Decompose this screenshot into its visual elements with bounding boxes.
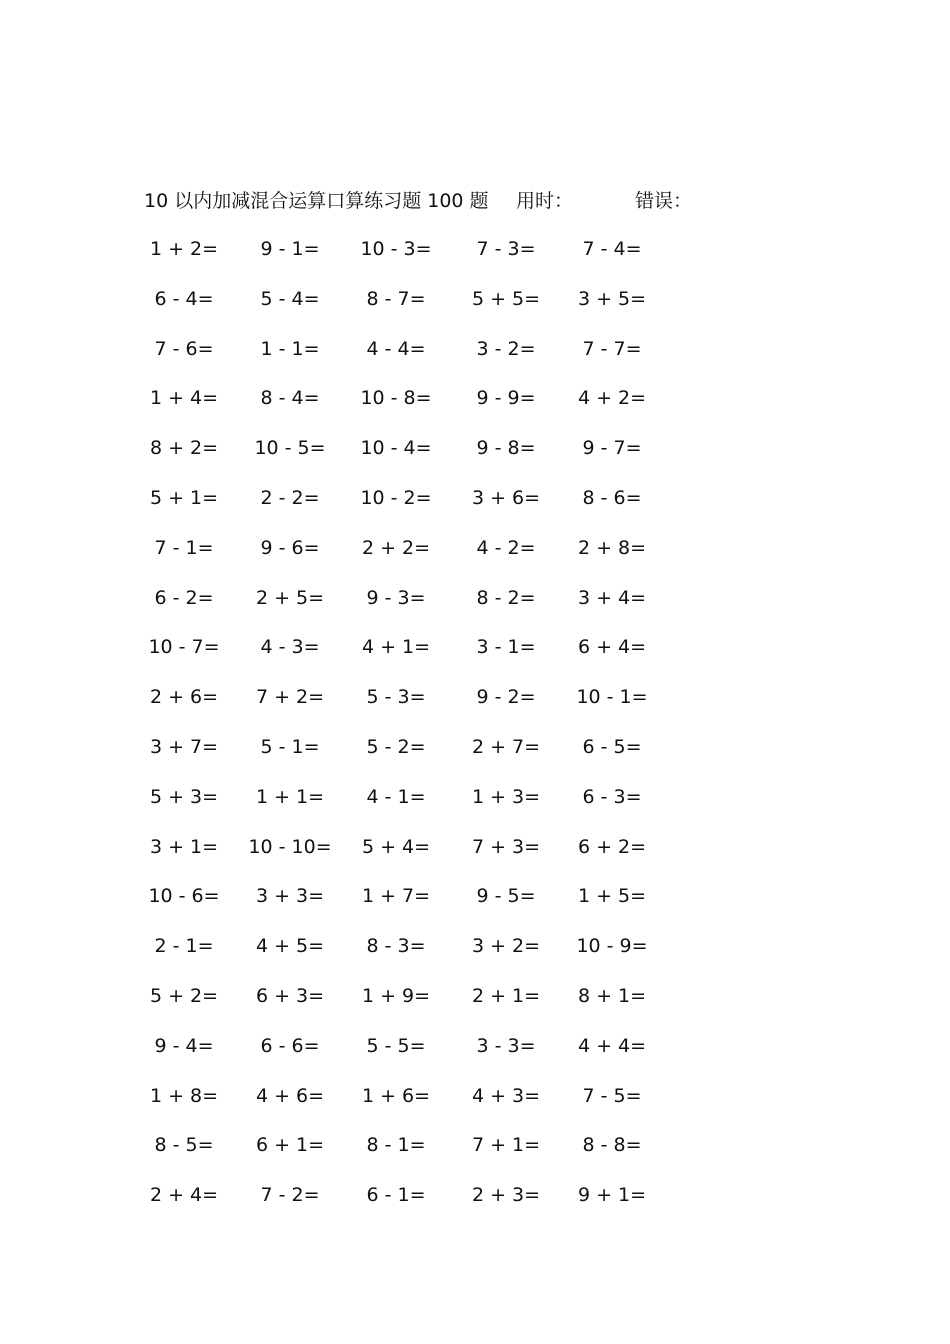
problem-item: 10 - 6= [148, 885, 220, 908]
problem-item: 10 - 1= [576, 686, 648, 709]
problem-item: 6 - 1= [366, 1184, 426, 1207]
problem-row [0, 682, 950, 712]
problem-item: 7 - 3= [476, 238, 536, 260]
problem-row [0, 632, 950, 662]
problem-item: 8 - 7= [366, 287, 426, 310]
problem-item: 6 - 4= [154, 287, 214, 310]
problem-item: 4 + 4= [577, 1034, 647, 1057]
problem-item: 7 - 6= [154, 337, 214, 360]
problem-item: 2 + 8= [577, 536, 647, 559]
problem-row [0, 1130, 950, 1160]
problem-item: 5 - 3= [366, 686, 426, 709]
problem-item: 4 + 6= [255, 1084, 325, 1107]
problem-item: 2 + 4= [149, 1184, 219, 1207]
problem-item: 8 - 3= [366, 935, 426, 958]
problem-item: 4 + 5= [255, 935, 325, 958]
problem-item: 1 + 1= [255, 785, 325, 808]
problem-item: 8 - 8= [582, 1134, 642, 1157]
problem-item: 1 + 7= [361, 885, 431, 908]
problem-item: 7 - 4= [582, 238, 642, 260]
problem-item: 3 + 6= [471, 487, 541, 509]
problem-item: 3 + 1= [149, 835, 219, 858]
problem-item: 3 + 5= [577, 287, 647, 310]
problem-item: 7 + 1= [471, 1134, 541, 1157]
problem-item: 4 - 3= [260, 636, 320, 659]
problem-item: 1 + 5= [577, 885, 647, 908]
problem-item: 5 - 2= [366, 736, 426, 758]
problem-item: 4 + 1= [361, 636, 431, 659]
problem-row [0, 832, 950, 862]
problem-row [0, 732, 950, 762]
problem-item: 10 - 10= [248, 835, 332, 858]
problem-row [0, 931, 950, 961]
problem-item: 4 - 2= [476, 536, 536, 559]
problem-item: 10 - 4= [360, 437, 432, 460]
problem-item: 10 - 8= [360, 387, 432, 410]
problem-item: 10 - 7= [148, 636, 220, 659]
problem-item: 1 + 2= [149, 238, 219, 260]
problem-row [0, 433, 950, 463]
problem-item: 3 - 2= [476, 337, 536, 360]
problem-item: 9 - 1= [260, 238, 320, 260]
problem-row [0, 334, 950, 364]
problem-item: 3 + 2= [471, 935, 541, 958]
problem-item: 7 + 3= [471, 835, 541, 858]
problem-item: 10 - 3= [360, 238, 432, 260]
problem-item: 8 + 2= [149, 437, 219, 460]
problem-row [0, 284, 950, 314]
problem-item: 10 - 5= [254, 437, 326, 460]
problem-row [0, 533, 950, 563]
problem-item: 1 + 3= [471, 785, 541, 808]
problem-item: 9 + 1= [577, 1184, 647, 1207]
problem-item: 10 - 9= [576, 935, 648, 958]
problem-row [0, 1180, 950, 1210]
problem-item: 6 + 3= [255, 985, 325, 1007]
problem-item: 7 - 5= [582, 1084, 642, 1107]
problem-item: 9 - 9= [476, 387, 536, 410]
problem-item: 6 - 5= [582, 736, 642, 758]
problem-item: 9 - 2= [476, 686, 536, 709]
problem-item: 3 - 1= [476, 636, 536, 659]
problem-row [0, 1081, 950, 1111]
problem-row [0, 583, 950, 613]
problem-item: 9 - 3= [366, 586, 426, 609]
problem-item: 5 + 3= [149, 785, 219, 808]
problem-item: 3 + 7= [149, 736, 219, 758]
problem-item: 5 - 5= [366, 1034, 426, 1057]
problem-row [0, 782, 950, 812]
problem-item: 8 - 2= [476, 586, 536, 609]
problem-item: 9 - 7= [582, 437, 642, 460]
problem-item: 8 + 1= [577, 985, 647, 1007]
problem-item: 4 - 4= [366, 337, 426, 360]
problem-item: 8 - 1= [366, 1134, 426, 1157]
problem-item: 1 - 1= [260, 337, 320, 360]
problem-item: 2 + 7= [471, 736, 541, 758]
problem-row [0, 981, 950, 1011]
problem-row [0, 383, 950, 413]
problem-item: 7 - 7= [582, 337, 642, 360]
problem-item: 10 - 2= [360, 487, 432, 509]
problem-item: 4 + 3= [471, 1084, 541, 1107]
problem-item: 1 + 4= [149, 387, 219, 410]
error-label: 错误： [635, 190, 693, 212]
problem-item: 1 + 9= [361, 985, 431, 1007]
problem-item: 8 - 4= [260, 387, 320, 410]
problem-item: 9 - 6= [260, 536, 320, 559]
problem-item: 6 + 4= [577, 636, 647, 659]
problem-item: 7 + 2= [255, 686, 325, 709]
problem-item: 5 - 4= [260, 287, 320, 310]
problem-item: 5 + 5= [471, 287, 541, 310]
problem-item: 9 - 8= [476, 437, 536, 460]
time-label: 用时： [516, 190, 574, 212]
problem-item: 3 - 3= [476, 1034, 536, 1057]
problem-item: 3 + 4= [577, 586, 647, 609]
problem-item: 6 - 2= [154, 586, 214, 609]
problem-item: 2 - 1= [154, 935, 214, 958]
problem-item: 9 - 5= [476, 885, 536, 908]
problem-item: 9 - 4= [154, 1034, 214, 1057]
problem-row [0, 234, 950, 264]
problem-item: 2 + 2= [361, 536, 431, 559]
problem-item: 2 + 1= [471, 985, 541, 1007]
problem-item: 4 - 1= [366, 785, 426, 808]
problem-item: 2 - 2= [260, 487, 320, 509]
problem-item: 2 + 5= [255, 586, 325, 609]
problem-item: 4 + 2= [577, 387, 647, 410]
problem-item: 8 - 5= [154, 1134, 214, 1157]
problem-row [0, 483, 950, 513]
problem-row [0, 1031, 950, 1061]
problem-item: 6 + 1= [255, 1134, 325, 1157]
worksheet-title: 10 以内加减混合运算口算练习题 100 题 [144, 190, 489, 212]
problem-item: 6 + 2= [577, 835, 647, 858]
problem-item: 6 - 3= [582, 785, 642, 808]
problem-item: 1 + 8= [149, 1084, 219, 1107]
problem-item: 1 + 6= [361, 1084, 431, 1107]
problem-item: 7 - 2= [260, 1184, 320, 1207]
problem-item: 5 + 2= [149, 985, 219, 1007]
problem-item: 5 + 1= [149, 487, 219, 509]
problem-row [0, 881, 950, 911]
problem-item: 7 - 1= [154, 536, 214, 559]
problem-item: 3 + 3= [255, 885, 325, 908]
problem-item: 5 - 1= [260, 736, 320, 758]
problem-item: 5 + 4= [361, 835, 431, 858]
problem-item: 6 - 6= [260, 1034, 320, 1057]
problem-item: 2 + 3= [471, 1184, 541, 1207]
problem-item: 2 + 6= [149, 686, 219, 709]
problem-item: 8 - 6= [582, 487, 642, 509]
